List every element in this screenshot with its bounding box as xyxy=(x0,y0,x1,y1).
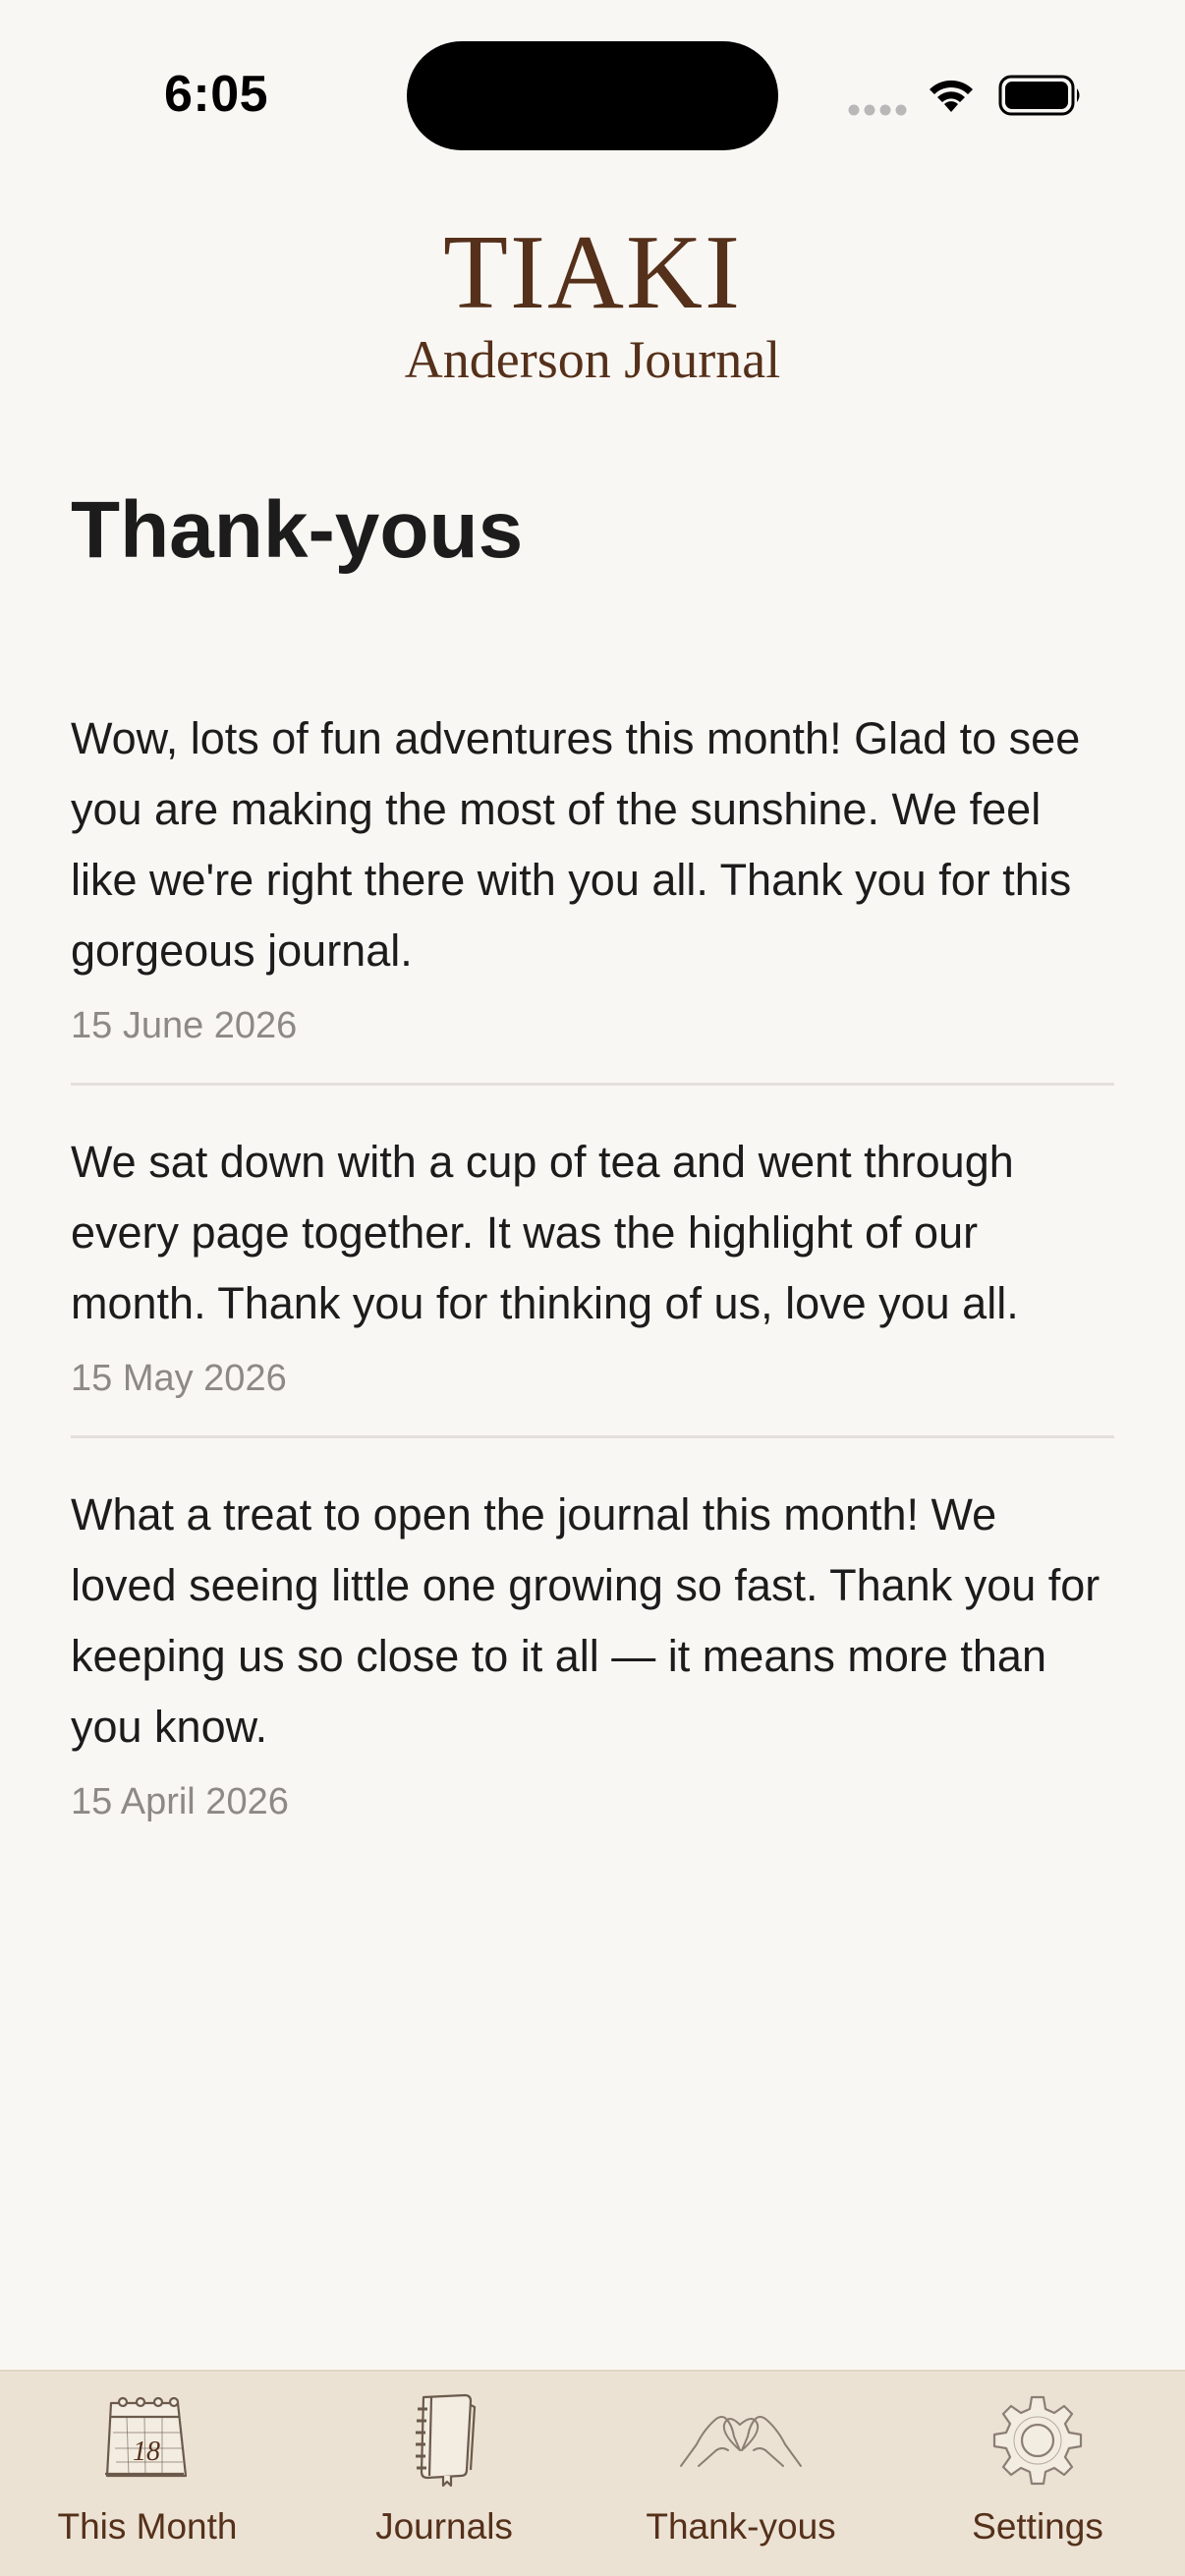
tab-label: Journals xyxy=(375,2506,513,2547)
journal-name: Anderson Journal xyxy=(404,330,781,389)
wifi-icon xyxy=(926,75,977,114)
brand-title: TIAKI xyxy=(443,214,742,331)
tab-label: This Month xyxy=(57,2506,238,2547)
calendar-icon xyxy=(84,2389,211,2488)
status-bar xyxy=(0,0,1185,187)
gear-icon xyxy=(974,2389,1101,2488)
dynamic-island xyxy=(407,41,778,150)
cellular-signal-icon xyxy=(848,103,909,117)
tab-settings[interactable] xyxy=(890,2372,1185,2576)
tab-bar xyxy=(0,2370,1185,2576)
heart-hands-icon xyxy=(677,2389,805,2488)
status-time: 6:05 xyxy=(164,66,269,123)
calendar-day: 18 xyxy=(133,2436,160,2467)
entry-date: 15 April 2026 xyxy=(71,1781,289,1822)
thank-you-entry[interactable] xyxy=(71,1480,1114,1825)
thank-you-entry[interactable] xyxy=(71,703,1114,1049)
divider xyxy=(71,1083,1114,1086)
entry-date: 15 June 2026 xyxy=(71,1005,298,1046)
page-title: Thank-yous xyxy=(71,485,524,575)
entry-message: What a treat to open the journal this month! We loved seeing little one growing so fast. Thank you for keeping us so close to it all — it means more than you know. xyxy=(71,1489,1100,1752)
thank-you-list xyxy=(71,703,1114,1825)
brand-header xyxy=(0,214,1185,391)
entry-date: 15 May 2026 xyxy=(71,1358,287,1399)
tab-label: Thank-yous xyxy=(646,2506,836,2547)
divider xyxy=(71,1435,1114,1438)
tab-label: Settings xyxy=(972,2506,1103,2547)
notebook-icon xyxy=(380,2389,508,2488)
battery-icon xyxy=(998,73,1083,118)
entry-message: We sat down with a cup of tea and went through every page together. It was the highlight of our month. Thank you for thinking of us, love you all. xyxy=(71,1137,1019,1328)
tab-this-month[interactable] xyxy=(0,2372,295,2576)
tab-journals[interactable] xyxy=(297,2372,592,2576)
tab-thank-yous[interactable] xyxy=(593,2372,888,2576)
entry-message: Wow, lots of fun adventures this month! Glad to see you are making the most of the sunshine. We feel like we're right there with you all. Thank you for this gorgeous journal. xyxy=(71,713,1081,976)
thank-you-entry[interactable] xyxy=(71,1127,1114,1402)
